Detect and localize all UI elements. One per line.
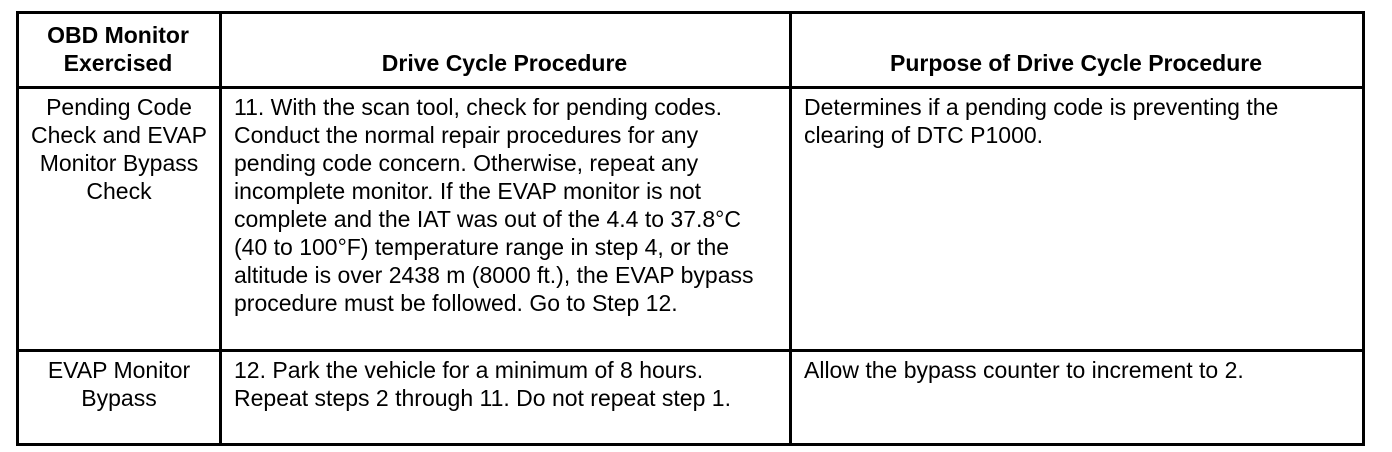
procedure-cell: 12. Park the vehicle for a minimum of 8 hours. Repeat steps 2 through 11. Do not repeat step 1. [221,351,791,445]
table-header [18,13,1364,88]
table-row [18,88,1364,351]
purpose-cell: Determines if a pending code is preventing the clearing of DTC P1000. [791,88,1364,351]
table-row [18,351,1364,445]
monitor-cell: Pending Code Check and EVAP Monitor Bypass Check [18,88,221,351]
procedure-cell: 11. With the scan tool, check for pending codes. Conduct the normal repair procedures for any pending code concern. Otherwise, repeat any incomplete monitor. If the EVAP monitor is not complete and the IAT was out of the 4.4 to 37.8°C (40 to 100°F) temperature range in step 4, or the altitude is over 2438 m (8000 ft.), the EVAP bypass procedure must be followed. Go to Step 12. [221,88,791,351]
header-purpose: Purpose of Drive Cycle Procedure [791,13,1364,88]
header-obd-monitor-exercised: OBD Monitor Exercised [18,13,221,88]
header-row [18,13,1364,88]
monitor-cell: EVAP Monitor Bypass [18,351,221,445]
table-body [18,88,1364,445]
drive-cycle-table [16,11,1365,446]
header-drive-cycle-procedure: Drive Cycle Procedure [221,13,791,88]
purpose-cell: Allow the bypass counter to increment to 2. [791,351,1364,445]
